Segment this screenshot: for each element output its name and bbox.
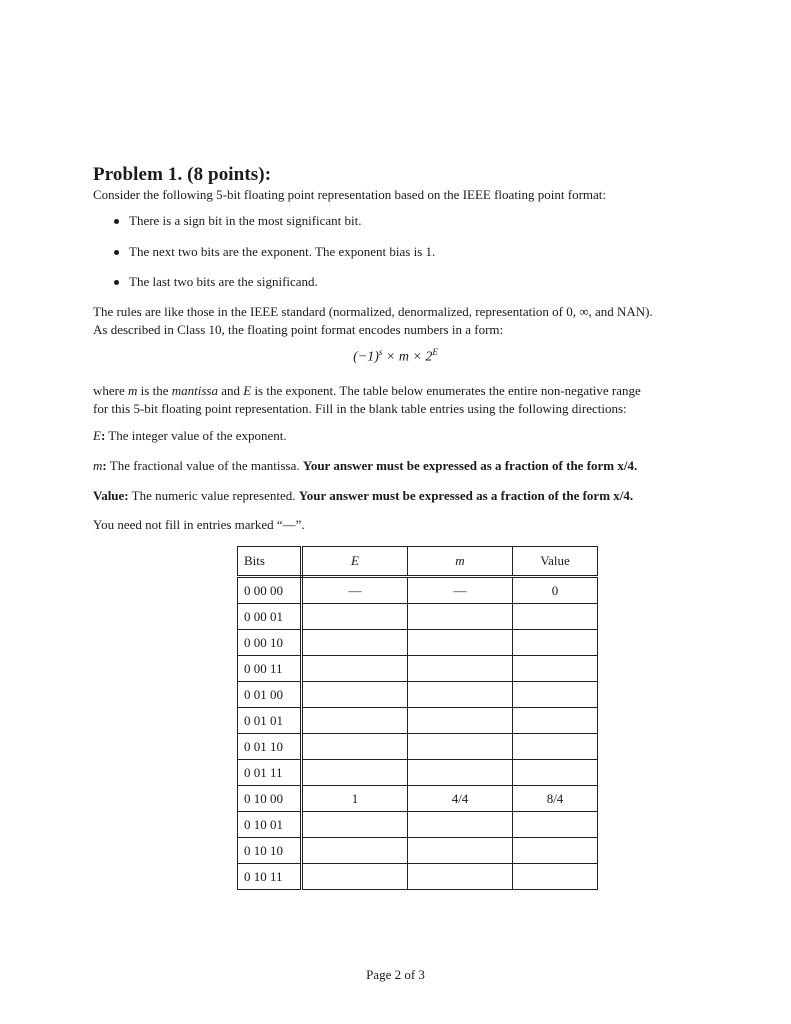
cell-value[interactable]: [513, 682, 598, 708]
cell-e[interactable]: [302, 864, 408, 890]
cell-e[interactable]: [302, 708, 408, 734]
page-number: Page 2 of 3: [366, 967, 425, 982]
cell-bits: 0 01 11: [238, 760, 302, 786]
cell-e[interactable]: [302, 734, 408, 760]
cell-m: —: [408, 577, 513, 604]
cell-bits: 0 00 11: [238, 656, 302, 682]
rules-line-1: The rules are like those in the IEEE standard (normalized, denormalized, representation of 0, ∞, and NAN).: [93, 304, 653, 319]
cell-bits: 0 01 10: [238, 734, 302, 760]
table-row: [238, 864, 598, 890]
cell-value[interactable]: [513, 838, 598, 864]
cell-bits: 0 00 01: [238, 604, 302, 630]
table-row: [238, 656, 598, 682]
header-e: E: [302, 547, 408, 577]
cell-value[interactable]: [513, 734, 598, 760]
table-row: [238, 786, 598, 812]
bullet-dot-icon: [114, 280, 119, 285]
cell-bits: 0 10 00: [238, 786, 302, 812]
formula-middle: × m × 2: [382, 349, 433, 365]
table-row: [238, 682, 598, 708]
table-row: [238, 577, 598, 604]
cell-e[interactable]: [302, 604, 408, 630]
formula-exp: E: [432, 347, 438, 357]
cell-e[interactable]: [302, 760, 408, 786]
cell-e: —: [302, 577, 408, 604]
cell-m[interactable]: [408, 630, 513, 656]
cell-value[interactable]: [513, 656, 598, 682]
cell-m: 4/4: [408, 786, 513, 812]
cell-value[interactable]: [513, 864, 598, 890]
header-bits: Bits: [238, 547, 302, 577]
description-line-1: where m is the mantissa and E is the exponent. The table below enumerates the entire non-negative range: [93, 383, 641, 398]
direction-e: E: The integer value of the exponent.: [93, 428, 287, 443]
cell-m[interactable]: [408, 734, 513, 760]
cell-value: 8/4: [513, 786, 598, 812]
header-value: Value: [513, 547, 598, 577]
cell-value: 0: [513, 577, 598, 604]
directions-note: You need not fill in entries marked “—”.: [93, 517, 305, 532]
cell-m[interactable]: [408, 760, 513, 786]
header-m: m: [408, 547, 513, 577]
bullet-text: The next two bits are the exponent. The exponent bias is 1.: [129, 244, 436, 259]
description-line-2: for this 5-bit floating point representation. Fill in the blank table entries using the following directions:: [93, 401, 627, 416]
cell-m[interactable]: [408, 708, 513, 734]
float-table: [237, 546, 598, 890]
cell-m[interactable]: [408, 838, 513, 864]
bullet-item: [114, 274, 318, 290]
cell-bits: 0 00 10: [238, 630, 302, 656]
cell-value[interactable]: [513, 604, 598, 630]
bullet-item: [114, 213, 362, 229]
table-row: [238, 604, 598, 630]
bullet-dot-icon: [114, 219, 119, 224]
table-row: [238, 812, 598, 838]
direction-value: Value: The numeric value represented. Your answer must be expressed as a fraction of the form x/4.: [93, 488, 634, 503]
cell-m[interactable]: [408, 864, 513, 890]
cell-m[interactable]: [408, 682, 513, 708]
cell-m[interactable]: [408, 812, 513, 838]
cell-e[interactable]: [302, 656, 408, 682]
problem-title: Problem 1. (8 points):: [93, 164, 272, 185]
cell-bits: 0 01 01: [238, 708, 302, 734]
cell-e[interactable]: [302, 630, 408, 656]
bullet-text: There is a sign bit in the most significant bit.: [129, 213, 362, 228]
cell-value[interactable]: [513, 708, 598, 734]
cell-value[interactable]: [513, 812, 598, 838]
cell-e[interactable]: [302, 682, 408, 708]
bullet-text: The last two bits are the significand.: [129, 274, 318, 289]
cell-value[interactable]: [513, 760, 598, 786]
bullet-item: [114, 244, 435, 260]
cell-bits: 0 01 00: [238, 682, 302, 708]
table-header-row: [238, 547, 598, 577]
table-row: [238, 734, 598, 760]
bullet-dot-icon: [114, 250, 119, 255]
cell-e[interactable]: [302, 812, 408, 838]
float-formula: [0, 347, 791, 366]
cell-bits: 0 10 11: [238, 864, 302, 890]
table-row: [238, 630, 598, 656]
formula-sign-exp: s: [378, 347, 383, 357]
cell-m[interactable]: [408, 604, 513, 630]
cell-e: 1: [302, 786, 408, 812]
cell-bits: 0 10 10: [238, 838, 302, 864]
rules-line-2: As described in Class 10, the floating point format encodes numbers in a form:: [93, 322, 504, 337]
cell-bits: 0 00 00: [238, 577, 302, 604]
cell-bits: 0 10 01: [238, 812, 302, 838]
cell-m[interactable]: [408, 656, 513, 682]
table-row: [238, 838, 598, 864]
table-row: [238, 760, 598, 786]
intro-text: Consider the following 5-bit floating point representation based on the IEEE floating point format:: [93, 187, 607, 202]
direction-m: m: The fractional value of the mantissa. Your answer must be expressed as a fraction of the form x/4.: [93, 458, 638, 473]
cell-e[interactable]: [302, 838, 408, 864]
cell-value[interactable]: [513, 630, 598, 656]
table-row: [238, 708, 598, 734]
formula-base: (−1): [353, 349, 379, 365]
